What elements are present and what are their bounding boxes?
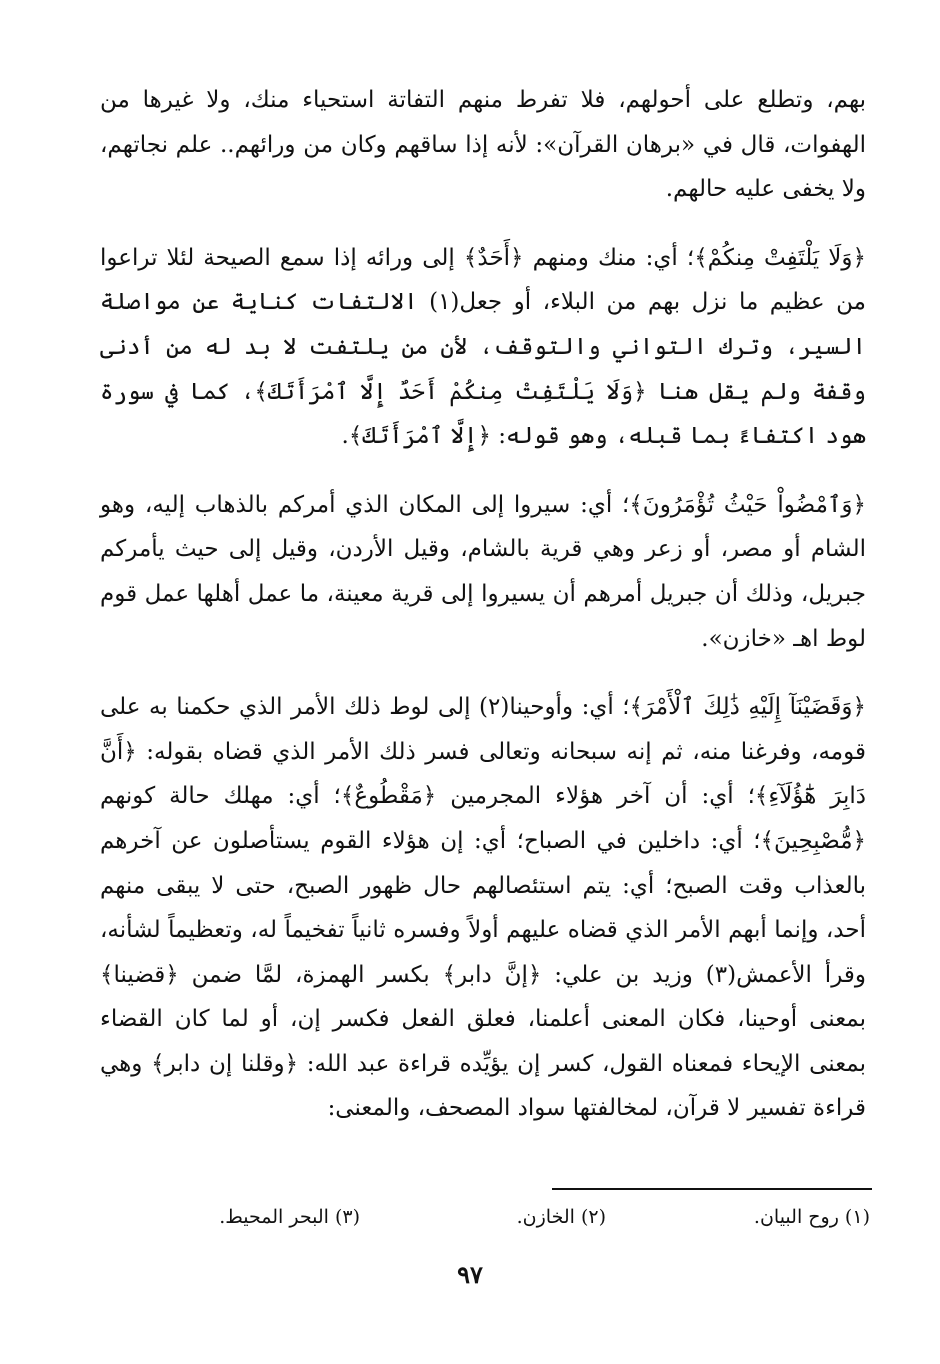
footnote-divider	[552, 1188, 872, 1190]
footnotes	[150, 1206, 870, 1240]
paragraph-4: ﴿وَقَضَيْنَآ إِلَيْهِ ذَٰلِكَ ٱلْأَمْرَ﴾؛ أي: وأوحينا(٢) إلى لوط ذلك الأمر الذي حكمنا به على قومه، وفرغنا منه، ثم إنه سبحانه وتعالى فسر ذلك الأمر الذي قضاه بقوله: ﴿أَنَّ دَابِرَ هَٰٓؤُلَآءِ﴾؛ أي: أن آخر هؤلاء المجرمين ﴿مَقْطُوعٌ﴾؛ أي: مهلك حالة كونهم ﴿مُّصْبِحِينَ﴾؛ أي: داخلين في الصباح؛ أي: إن هؤلاء القوم يستأصلون عن آخرهم بالعذاب وقت الصبح؛ أي: يتم استئصالهم حال ظهور الصبح، حتى لا يبقى منهم أحد، وإنما أبهم الأمر الذي قضاه عليهم أولاً وفسره ثانياً تفخيماً له، وتعظيماً لشأنه، وقرأ الأعمش(٣) وزيد بن علي: ﴿إنَّ دابر﴾ بكسر الهمزة، لمَّا ضمن ﴿قضينا﴾ بمعنى أوحينا، فكان المعنى أعلمنا، فعلق الفعل فكسر إن، أو لما كان القضاء بمعنى الإيحاء فمعناه القول، كسر إن يؤيِّده قراءة عبد الله: ﴿وقلنا إن دابر﴾ وهي قراءة تفسير لا قرآن، لمخالفتها سواد المصحف، والمعنى:	[100, 694, 866, 1122]
page-number: ٩٧	[457, 1260, 483, 1289]
paragraph-3: ﴿وَٱمْضُواْ حَيْثُ تُؤْمَرُونَ﴾؛ أي: سيروا إلى المكان الذي أمركم بالذهاب إليه، وهو الشام أو مصر، أو زعر وهي قرية بالشام، وقيل الأردن، وقيل إلى حيث يأمركم جبريل، وذلك أن جبريل أمرهم أن يسيروا إلى قرية معينة، ما عمل أهلها عمل قوم لوط اهـ «خازن».	[100, 491, 866, 652]
paragraph-1: بهم، وتطلع على أحولهم، فلا تفرط منهم التفاتة استحياء منك، ولا غيرها من الهفوات، قال في «برهان القرآن»: لأنه إذا ساقهم وكان من ورائهم.. علم نجاتهم، ولا يخفى عليه حالهم.	[100, 87, 866, 203]
page-body	[100, 78, 866, 1131]
paragraph-2: ﴿وَلَا يَلْتَفِتْ مِنكُمْ﴾؛ أي: منك ومنهم ﴿أَحَدٌ﴾ إلى ورائه إذا سمع الصيحة لئلا تراعوا من عظيم ما نزل بهم من البلاء، أو جعل(١) الالتفات كناية عن مواصلة السير، وترك التواني والتوقف، لأن من يلتفت لا بد له من أدنى وقفة ولم يقل هنا ﴿وَلَا يَلْتَفِتْ مِنكُمْ أَحَدٌ إِلَّا ٱمْرَأَتَكَ﴾، كما في سورة هود اكتفاءً بما قبله، وهو قوله: ﴿إِلَّا ٱمْرَأَتَكَ﴾.	[100, 244, 866, 450]
footnote-1: (١) روح البيان.	[753, 1206, 870, 1228]
footnote-2: (٢) الخازن.	[516, 1206, 606, 1228]
footnote-3: (٣) البحر المحيط.	[219, 1206, 360, 1228]
